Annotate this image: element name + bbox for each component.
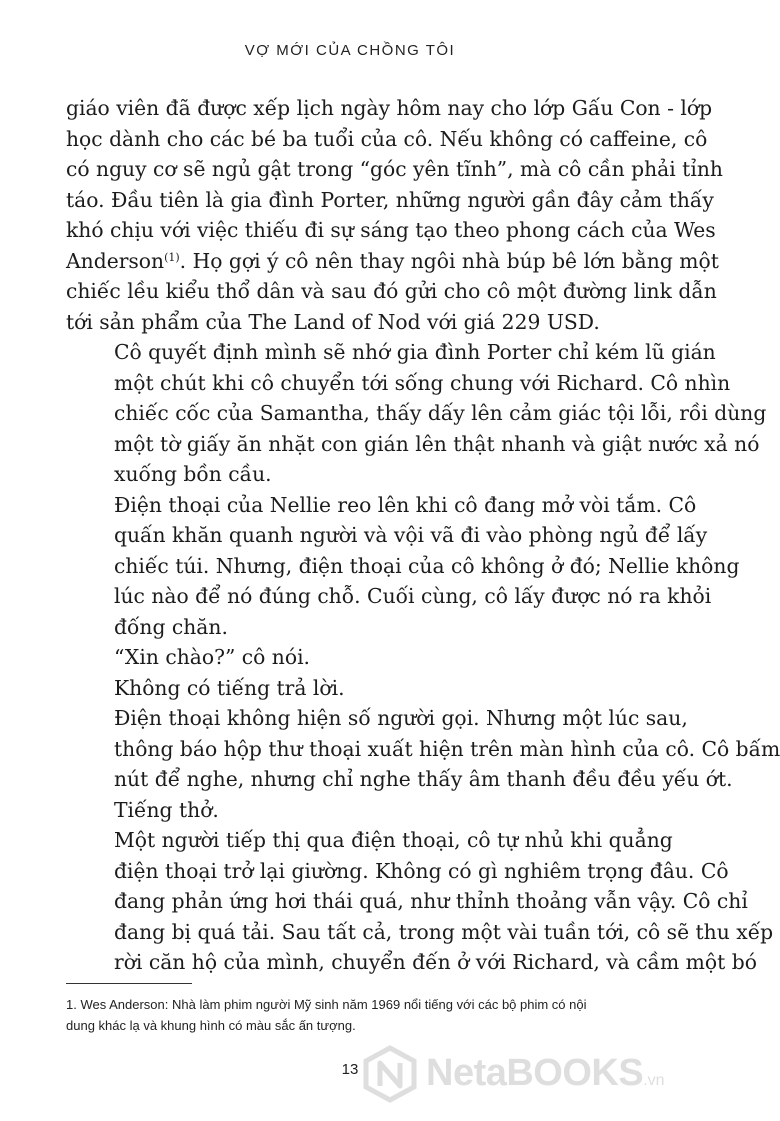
text-line: đang bị quá tải. Sau tất cả, trong một vài tuần tới, cô sẽ thu xếp <box>114 919 774 944</box>
text-line: tới sản phẩm của The Land of Nod với giá 229 USD. <box>66 309 600 334</box>
text-fragment: Anderson <box>66 248 165 273</box>
text-line: Cô quyết định mình sẽ nhớ gia đình Porter chỉ kém lũ gián <box>114 340 716 364</box>
text-line: có nguy cơ sẽ ngủ gật trong “góc yên tĩnh”, mà cô cần phải tỉnh <box>66 157 723 181</box>
text-line: thông báo hộp thư thoại xuất hiện trên màn hình của cô. Cô bấm <box>114 736 780 761</box>
text-line: đang phản ứng hơi thái quá, như thỉnh thoảng vẫn vậy. Cô chỉ <box>114 889 748 913</box>
footnote-line: dung khác lạ và khung hình có màu sắc ấn tượng. <box>66 1018 356 1033</box>
paragraph <box>66 825 774 978</box>
text-line: “Xin chào?” cô nói. <box>114 645 310 669</box>
text-line: Một người tiếp thị qua điện thoại, cô tự nhủ khi quẳng <box>114 828 673 852</box>
text-line: xuống bồn cầu. <box>114 462 272 486</box>
text-line: Điện thoại không hiện số người gọi. Nhưng một lúc sau, <box>114 706 688 730</box>
text-line: chiếc lều kiểu thổ dân và sau đó gửi cho cô một đường link dẫn <box>66 279 717 303</box>
watermark-brand-name: NetaBOOKS <box>426 1052 644 1094</box>
text-line: chiếc cốc của Samantha, thấy dấy lên cảm giác tội lỗi, rồi dùng <box>114 401 767 425</box>
text-line: Điện thoại của Nellie reo lên khi cô đang mở vòi tắm. Cô <box>114 492 697 517</box>
watermark-brand <box>426 1052 665 1095</box>
text-line: khó chịu với việc thiếu đi sự sáng tạo theo phong cách của Wes <box>66 218 716 242</box>
paragraph <box>66 93 723 337</box>
text-line: học dành cho các bé ba tuổi của cô. Nếu không có caffeine, cô <box>66 126 708 151</box>
watermark-suffix: .vn <box>643 1072 665 1089</box>
text-line <box>66 246 719 277</box>
footnote-line: 1. Wes Anderson: Nhà làm phim người Mỹ sinh năm 1969 nổi tiếng với các bộ phim có nội <box>66 997 587 1012</box>
running-header: VỢ MỚI CỦA CHỒNG TÔI <box>244 42 456 59</box>
body-text <box>66 93 780 978</box>
text-line: một tờ giấy ăn nhặt con gián lên thật nhanh và giật nước xả nó <box>114 431 760 456</box>
text-line: một chút khi cô chuyển tới sống chung với Richard. Cô nhìn <box>114 370 731 395</box>
text-line: nút để nghe, nhưng chỉ nghe thấy âm thanh đều đều yếu ớt. <box>114 767 733 791</box>
paragraph <box>66 703 780 825</box>
paragraph <box>66 673 634 704</box>
footnote-reference: (1) <box>164 250 180 264</box>
text-line: Tiếng thở. <box>114 797 219 822</box>
text-line: quấn khăn quanh người và vội vã đi vào phòng ngủ để lấy <box>114 523 708 547</box>
page-number: 13 <box>341 1061 359 1078</box>
paragraph <box>66 490 740 643</box>
text-line: lúc nào để nó đúng chỗ. Cuối cùng, cô lấy được nó ra khỏi <box>114 584 712 608</box>
text-line: chiếc túi. Nhưng, điện thoại của cô không ở đó; Nellie không <box>114 553 740 578</box>
paragraph <box>66 642 634 673</box>
footnote-divider <box>66 983 192 984</box>
watermark <box>362 1046 692 1102</box>
netabooks-logo-icon <box>362 1046 418 1102</box>
text-line: giáo viên đã được xếp lịch ngày hôm nay cho lớp Gấu Con - lớp <box>66 96 713 120</box>
text-line: Không có tiếng trả lời. <box>114 675 345 700</box>
paragraph <box>66 337 767 490</box>
text-line: điện thoại trở lại giường. Không có gì nghiêm trọng đâu. Cô <box>114 858 729 883</box>
text-fragment: . Họ gợi ý cô nên thay ngôi nhà búp bê lớn bằng một <box>179 248 719 273</box>
text-line: rời căn hộ của mình, chuyển đến ở với Richard, và cầm một bó <box>114 950 757 974</box>
text-line: táo. Đầu tiên là gia đình Porter, những người gần đây cảm thấy <box>66 187 714 212</box>
text-line: đống chăn. <box>114 614 228 639</box>
footnote <box>66 994 646 1036</box>
